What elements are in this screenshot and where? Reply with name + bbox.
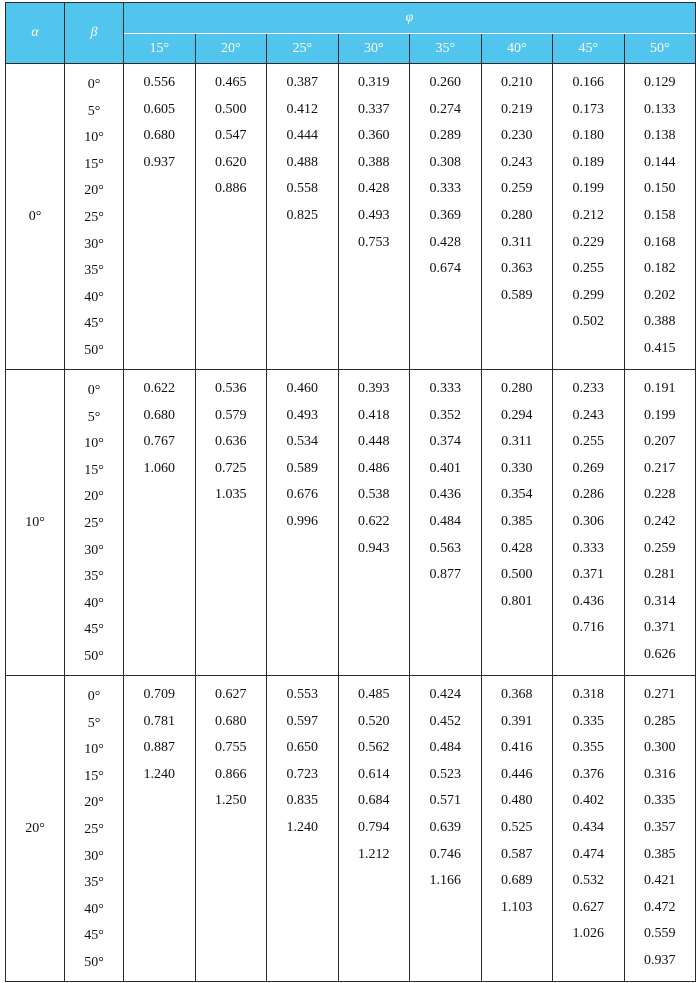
coefficient-value: 0.401 xyxy=(429,460,461,476)
coefficient-value: 0.937 xyxy=(644,952,676,968)
coefficient-value: 0.393 xyxy=(358,381,390,396)
coefficient-value: 0.725 xyxy=(215,460,247,476)
coefficient-value: 1.240 xyxy=(286,819,318,835)
coefficient-value: 0.460 xyxy=(286,381,318,396)
table-header xyxy=(6,3,696,64)
beta-value: 25° xyxy=(84,515,104,531)
coefficient-value: 0.150 xyxy=(644,181,676,197)
coefficient-value: 0.129 xyxy=(644,75,676,90)
coefficient-value: 0.676 xyxy=(286,487,318,503)
coefficient-column xyxy=(195,370,267,676)
coefficient-value: 0.484 xyxy=(429,740,461,756)
coefficient-value: 0.614 xyxy=(358,766,390,782)
beta-value: 30° xyxy=(84,236,104,252)
coefficient-value: 0.280 xyxy=(501,207,533,223)
coefficient-table xyxy=(5,2,696,982)
coefficient-value: 0.680 xyxy=(143,407,175,423)
coefficient-value: 0.402 xyxy=(572,793,604,809)
coefficient-value: 0.781 xyxy=(143,713,175,729)
coefficient-value: 0.801 xyxy=(501,593,533,609)
coefficient-value: 0.767 xyxy=(143,434,175,450)
beta-value: 40° xyxy=(84,289,104,305)
coefficient-value: 0.532 xyxy=(572,873,604,889)
coefficient-column xyxy=(267,370,339,676)
beta-value: 45° xyxy=(84,622,104,638)
coefficient-value: 0.337 xyxy=(358,101,390,117)
coefficient-column xyxy=(124,64,196,370)
coefficient-value: 0.523 xyxy=(429,766,461,782)
coefficient-value: 0.605 xyxy=(143,101,175,117)
coefficient-value: 0.385 xyxy=(501,513,533,529)
coefficient-value: 0.385 xyxy=(644,846,676,862)
coefficient-value: 1.240 xyxy=(143,766,175,782)
coefficient-value: 0.219 xyxy=(501,101,533,117)
coefficient-value: 0.587 xyxy=(501,846,533,862)
coefficient-column xyxy=(410,676,482,982)
coefficient-value: 0.354 xyxy=(501,487,533,503)
coefficient-value: 0.887 xyxy=(143,740,175,756)
coefficient-value: 0.314 xyxy=(644,593,676,609)
coefficient-value: 0.166 xyxy=(572,75,604,90)
coefficient-value: 0.144 xyxy=(644,154,676,170)
coefficient-value: 0.333 xyxy=(572,540,604,556)
coefficient-value: 0.230 xyxy=(501,128,533,144)
coefficient-value: 0.627 xyxy=(572,899,604,915)
coefficient-value: 0.421 xyxy=(644,873,676,889)
coefficient-value: 0.500 xyxy=(501,567,533,583)
coefficient-value: 0.500 xyxy=(215,101,247,117)
phi-header: φ xyxy=(124,3,696,34)
coefficient-value: 0.199 xyxy=(644,407,676,423)
coefficient-value: 0.680 xyxy=(215,713,247,729)
coefficient-value: 0.484 xyxy=(429,513,461,529)
coefficient-value: 0.452 xyxy=(429,713,461,729)
coefficient-value: 0.558 xyxy=(286,181,318,197)
coefficient-value: 0.436 xyxy=(572,593,604,609)
coefficient-value: 0.444 xyxy=(286,128,318,144)
coefficient-column xyxy=(338,676,410,982)
coefficient-value: 0.255 xyxy=(572,261,604,277)
coefficient-value: 0.371 xyxy=(572,567,604,583)
coefficient-value: 0.294 xyxy=(501,407,533,423)
coefficient-value: 0.534 xyxy=(286,434,318,450)
beta-value: 15° xyxy=(84,156,104,172)
coefficient-value: 0.217 xyxy=(644,460,676,476)
coefficient-value: 0.753 xyxy=(358,234,390,250)
beta-value: 40° xyxy=(84,595,104,611)
coefficient-value: 0.311 xyxy=(501,234,533,250)
coefficient-value: 1.103 xyxy=(501,899,533,915)
coefficient-value: 0.639 xyxy=(429,819,461,835)
coefficient-value: 0.318 xyxy=(572,687,604,702)
coefficient-value: 0.319 xyxy=(358,75,390,90)
coefficient-value: 0.138 xyxy=(644,128,676,144)
coefficient-value: 0.300 xyxy=(644,740,676,756)
coefficient-value: 0.173 xyxy=(572,101,604,117)
coefficient-value: 0.360 xyxy=(358,128,390,144)
coefficient-value: 0.448 xyxy=(358,434,390,450)
coefficient-value: 0.716 xyxy=(572,620,604,636)
alpha-value: 10° xyxy=(6,370,65,676)
alpha-value: 20° xyxy=(6,676,65,982)
coefficient-value: 0.299 xyxy=(572,287,604,303)
table-body xyxy=(6,64,696,982)
coefficient-value: 0.520 xyxy=(358,713,390,729)
beta-value: 5° xyxy=(87,409,101,425)
coefficient-value: 0.333 xyxy=(429,381,461,396)
coefficient-value: 0.536 xyxy=(215,381,247,396)
coefficient-value: 0.335 xyxy=(644,793,676,809)
beta-value: 5° xyxy=(87,103,101,119)
coefficient-value: 0.369 xyxy=(429,207,461,223)
coefficient-column xyxy=(124,676,196,982)
coefficient-value: 0.794 xyxy=(358,819,390,835)
beta-column xyxy=(65,64,124,370)
coefficient-value: 1.035 xyxy=(215,487,247,503)
beta-value: 45° xyxy=(84,316,104,332)
phi-value-header: 30° xyxy=(338,34,410,64)
coefficient-value: 0.271 xyxy=(644,687,676,702)
beta-value: 30° xyxy=(84,542,104,558)
beta-value: 40° xyxy=(84,901,104,917)
alpha-value: 0° xyxy=(6,64,65,370)
coefficient-value: 0.755 xyxy=(215,740,247,756)
coefficient-value: 0.180 xyxy=(572,128,604,144)
coefficient-value: 1.026 xyxy=(572,926,604,942)
phi-value-header: 15° xyxy=(124,34,196,64)
beta-value: 30° xyxy=(84,848,104,864)
coefficient-value: 0.488 xyxy=(286,154,318,170)
coefficient-value: 0.436 xyxy=(429,487,461,503)
alpha-header: α xyxy=(6,3,65,64)
coefficient-column xyxy=(338,370,410,676)
coefficient-value: 0.480 xyxy=(501,793,533,809)
coefficient-value: 0.363 xyxy=(501,261,533,277)
coefficient-value: 0.418 xyxy=(358,407,390,423)
coefficient-value: 0.335 xyxy=(572,713,604,729)
coefficient-value: 0.626 xyxy=(644,646,676,662)
coefficient-value: 0.202 xyxy=(644,287,676,303)
coefficient-column xyxy=(553,370,625,676)
coefficient-value: 0.280 xyxy=(501,381,533,396)
coefficient-value: 0.424 xyxy=(429,687,461,702)
coefficient-column xyxy=(410,64,482,370)
coefficient-value: 0.243 xyxy=(501,154,533,170)
coefficient-value: 1.250 xyxy=(215,793,247,809)
coefficient-value: 0.388 xyxy=(644,314,676,330)
coefficient-value: 0.391 xyxy=(501,713,533,729)
coefficient-value: 0.597 xyxy=(286,713,318,729)
coefficient-value: 0.684 xyxy=(358,793,390,809)
beta-value: 0° xyxy=(87,689,101,704)
coefficient-value: 0.650 xyxy=(286,740,318,756)
phi-value-header: 50° xyxy=(624,34,696,64)
coefficient-column xyxy=(481,676,553,982)
coefficient-value: 0.446 xyxy=(501,766,533,782)
coefficient-value: 0.996 xyxy=(286,513,318,529)
coefficient-value: 0.538 xyxy=(358,487,390,503)
coefficient-column xyxy=(195,64,267,370)
coefficient-column xyxy=(624,64,696,370)
coefficient-value: 0.259 xyxy=(501,181,533,197)
coefficient-value: 0.689 xyxy=(501,873,533,889)
coefficient-value: 0.199 xyxy=(572,181,604,197)
coefficient-value: 0.886 xyxy=(215,181,247,197)
beta-value: 50° xyxy=(84,648,104,664)
phi-value-header: 45° xyxy=(553,34,625,64)
coefficient-value: 0.133 xyxy=(644,101,676,117)
coefficient-value: 0.472 xyxy=(644,899,676,915)
beta-value: 25° xyxy=(84,209,104,225)
coefficient-column xyxy=(267,64,339,370)
beta-value: 20° xyxy=(84,489,104,505)
coefficient-column xyxy=(267,676,339,982)
beta-column xyxy=(65,370,124,676)
coefficient-value: 0.387 xyxy=(286,75,318,90)
beta-value: 0° xyxy=(87,77,101,92)
phi-value-header: 35° xyxy=(410,34,482,64)
coefficient-value: 0.571 xyxy=(429,793,461,809)
coefficient-value: 0.709 xyxy=(143,687,175,702)
coefficient-value: 0.388 xyxy=(358,154,390,170)
coefficient-value: 1.166 xyxy=(429,873,461,889)
coefficient-value: 0.259 xyxy=(644,540,676,556)
beta-value: 50° xyxy=(84,342,104,358)
beta-value: 5° xyxy=(87,715,101,731)
coefficient-value: 0.563 xyxy=(429,540,461,556)
coefficient-value: 0.311 xyxy=(501,434,533,450)
beta-column xyxy=(65,676,124,982)
coefficient-column xyxy=(553,64,625,370)
coefficient-column xyxy=(124,370,196,676)
beta-value: 20° xyxy=(84,183,104,199)
coefficient-value: 0.412 xyxy=(286,101,318,117)
coefficient-value: 0.627 xyxy=(215,687,247,702)
coefficient-value: 0.158 xyxy=(644,207,676,223)
beta-value: 35° xyxy=(84,263,104,279)
coefficient-value: 0.269 xyxy=(572,460,604,476)
coefficient-value: 0.428 xyxy=(429,234,461,250)
coefficient-value: 0.620 xyxy=(215,154,247,170)
coefficient-value: 0.622 xyxy=(358,513,390,529)
alpha-group-row xyxy=(6,64,696,370)
beta-value: 20° xyxy=(84,795,104,811)
coefficient-value: 0.168 xyxy=(644,234,676,250)
coefficient-value: 0.210 xyxy=(501,75,533,90)
coefficient-column xyxy=(410,370,482,676)
coefficient-value: 0.434 xyxy=(572,819,604,835)
beta-value: 15° xyxy=(84,462,104,478)
beta-value: 0° xyxy=(87,383,101,398)
beta-value: 15° xyxy=(84,768,104,784)
coefficient-value: 0.274 xyxy=(429,101,461,117)
coefficient-column xyxy=(481,64,553,370)
coefficient-value: 0.289 xyxy=(429,128,461,144)
coefficient-column xyxy=(195,676,267,982)
coefficient-value: 0.371 xyxy=(644,620,676,636)
coefficient-column xyxy=(338,64,410,370)
coefficient-value: 0.306 xyxy=(572,513,604,529)
alpha-group-row xyxy=(6,370,696,676)
beta-value: 10° xyxy=(84,130,104,146)
coefficient-value: 0.368 xyxy=(501,687,533,702)
coefficient-value: 0.680 xyxy=(143,128,175,144)
coefficient-value: 0.260 xyxy=(429,75,461,90)
coefficient-value: 0.562 xyxy=(358,740,390,756)
coefficient-column xyxy=(624,370,696,676)
coefficient-value: 0.330 xyxy=(501,460,533,476)
phi-value-header: 25° xyxy=(267,34,339,64)
coefficient-value: 0.674 xyxy=(429,261,461,277)
coefficient-value: 0.937 xyxy=(143,154,175,170)
coefficient-value: 0.493 xyxy=(286,407,318,423)
coefficient-value: 0.835 xyxy=(286,793,318,809)
coefficient-value: 0.428 xyxy=(501,540,533,556)
coefficient-value: 0.825 xyxy=(286,207,318,223)
coefficient-value: 0.556 xyxy=(143,75,175,90)
phi-value-header: 40° xyxy=(481,34,553,64)
beta-value: 35° xyxy=(84,569,104,585)
phi-value-header: 20° xyxy=(195,34,267,64)
coefficient-value: 0.228 xyxy=(644,487,676,503)
coefficient-column xyxy=(624,676,696,982)
coefficient-value: 1.212 xyxy=(358,846,390,862)
coefficient-column xyxy=(553,676,625,982)
coefficient-value: 0.474 xyxy=(572,846,604,862)
coefficient-value: 0.579 xyxy=(215,407,247,423)
coefficient-value: 0.281 xyxy=(644,567,676,583)
coefficient-value: 0.207 xyxy=(644,434,676,450)
coefficient-value: 0.622 xyxy=(143,381,175,396)
beta-header: β xyxy=(65,3,124,64)
coefficient-value: 0.212 xyxy=(572,207,604,223)
coefficient-value: 0.723 xyxy=(286,766,318,782)
coefficient-value: 0.189 xyxy=(572,154,604,170)
coefficient-value: 0.866 xyxy=(215,766,247,782)
coefficient-column xyxy=(481,370,553,676)
coefficient-value: 0.636 xyxy=(215,434,247,450)
coefficient-value: 0.233 xyxy=(572,381,604,396)
beta-value: 10° xyxy=(84,742,104,758)
coefficient-value: 0.182 xyxy=(644,261,676,277)
coefficient-value: 0.428 xyxy=(358,181,390,197)
coefficient-value: 0.746 xyxy=(429,846,461,862)
beta-value: 45° xyxy=(84,928,104,944)
coefficient-value: 0.242 xyxy=(644,513,676,529)
coefficient-value: 0.308 xyxy=(429,154,461,170)
coefficient-value: 0.525 xyxy=(501,819,533,835)
beta-value: 10° xyxy=(84,436,104,452)
coefficient-value: 1.060 xyxy=(143,460,175,476)
coefficient-value: 0.355 xyxy=(572,740,604,756)
coefficient-value: 0.415 xyxy=(644,340,676,356)
coefficient-value: 0.877 xyxy=(429,567,461,583)
coefficient-value: 0.255 xyxy=(572,434,604,450)
coefficient-value: 0.589 xyxy=(501,287,533,303)
coefficient-value: 0.374 xyxy=(429,434,461,450)
coefficient-value: 0.243 xyxy=(572,407,604,423)
coefficient-value: 0.589 xyxy=(286,460,318,476)
coefficient-value: 0.547 xyxy=(215,128,247,144)
coefficient-value: 0.316 xyxy=(644,766,676,782)
coefficient-value: 0.229 xyxy=(572,234,604,250)
coefficient-value: 0.553 xyxy=(286,687,318,702)
coefficient-value: 0.559 xyxy=(644,926,676,942)
coefficient-value: 0.485 xyxy=(358,687,390,702)
coefficient-value: 0.486 xyxy=(358,460,390,476)
coefficient-value: 0.286 xyxy=(572,487,604,503)
coefficient-value: 0.285 xyxy=(644,713,676,729)
coefficient-value: 0.502 xyxy=(572,314,604,330)
coefficient-value: 0.493 xyxy=(358,207,390,223)
beta-value: 35° xyxy=(84,875,104,891)
alpha-group-row xyxy=(6,676,696,982)
coefficient-value: 0.357 xyxy=(644,819,676,835)
coefficient-value: 0.416 xyxy=(501,740,533,756)
coefficient-value: 0.943 xyxy=(358,540,390,556)
coefficient-value: 0.465 xyxy=(215,75,247,90)
beta-value: 25° xyxy=(84,821,104,837)
coefficient-value: 0.333 xyxy=(429,181,461,197)
beta-value: 50° xyxy=(84,954,104,970)
coefficient-value: 0.352 xyxy=(429,407,461,423)
coefficient-value: 0.376 xyxy=(572,766,604,782)
coefficient-value: 0.191 xyxy=(644,381,676,396)
